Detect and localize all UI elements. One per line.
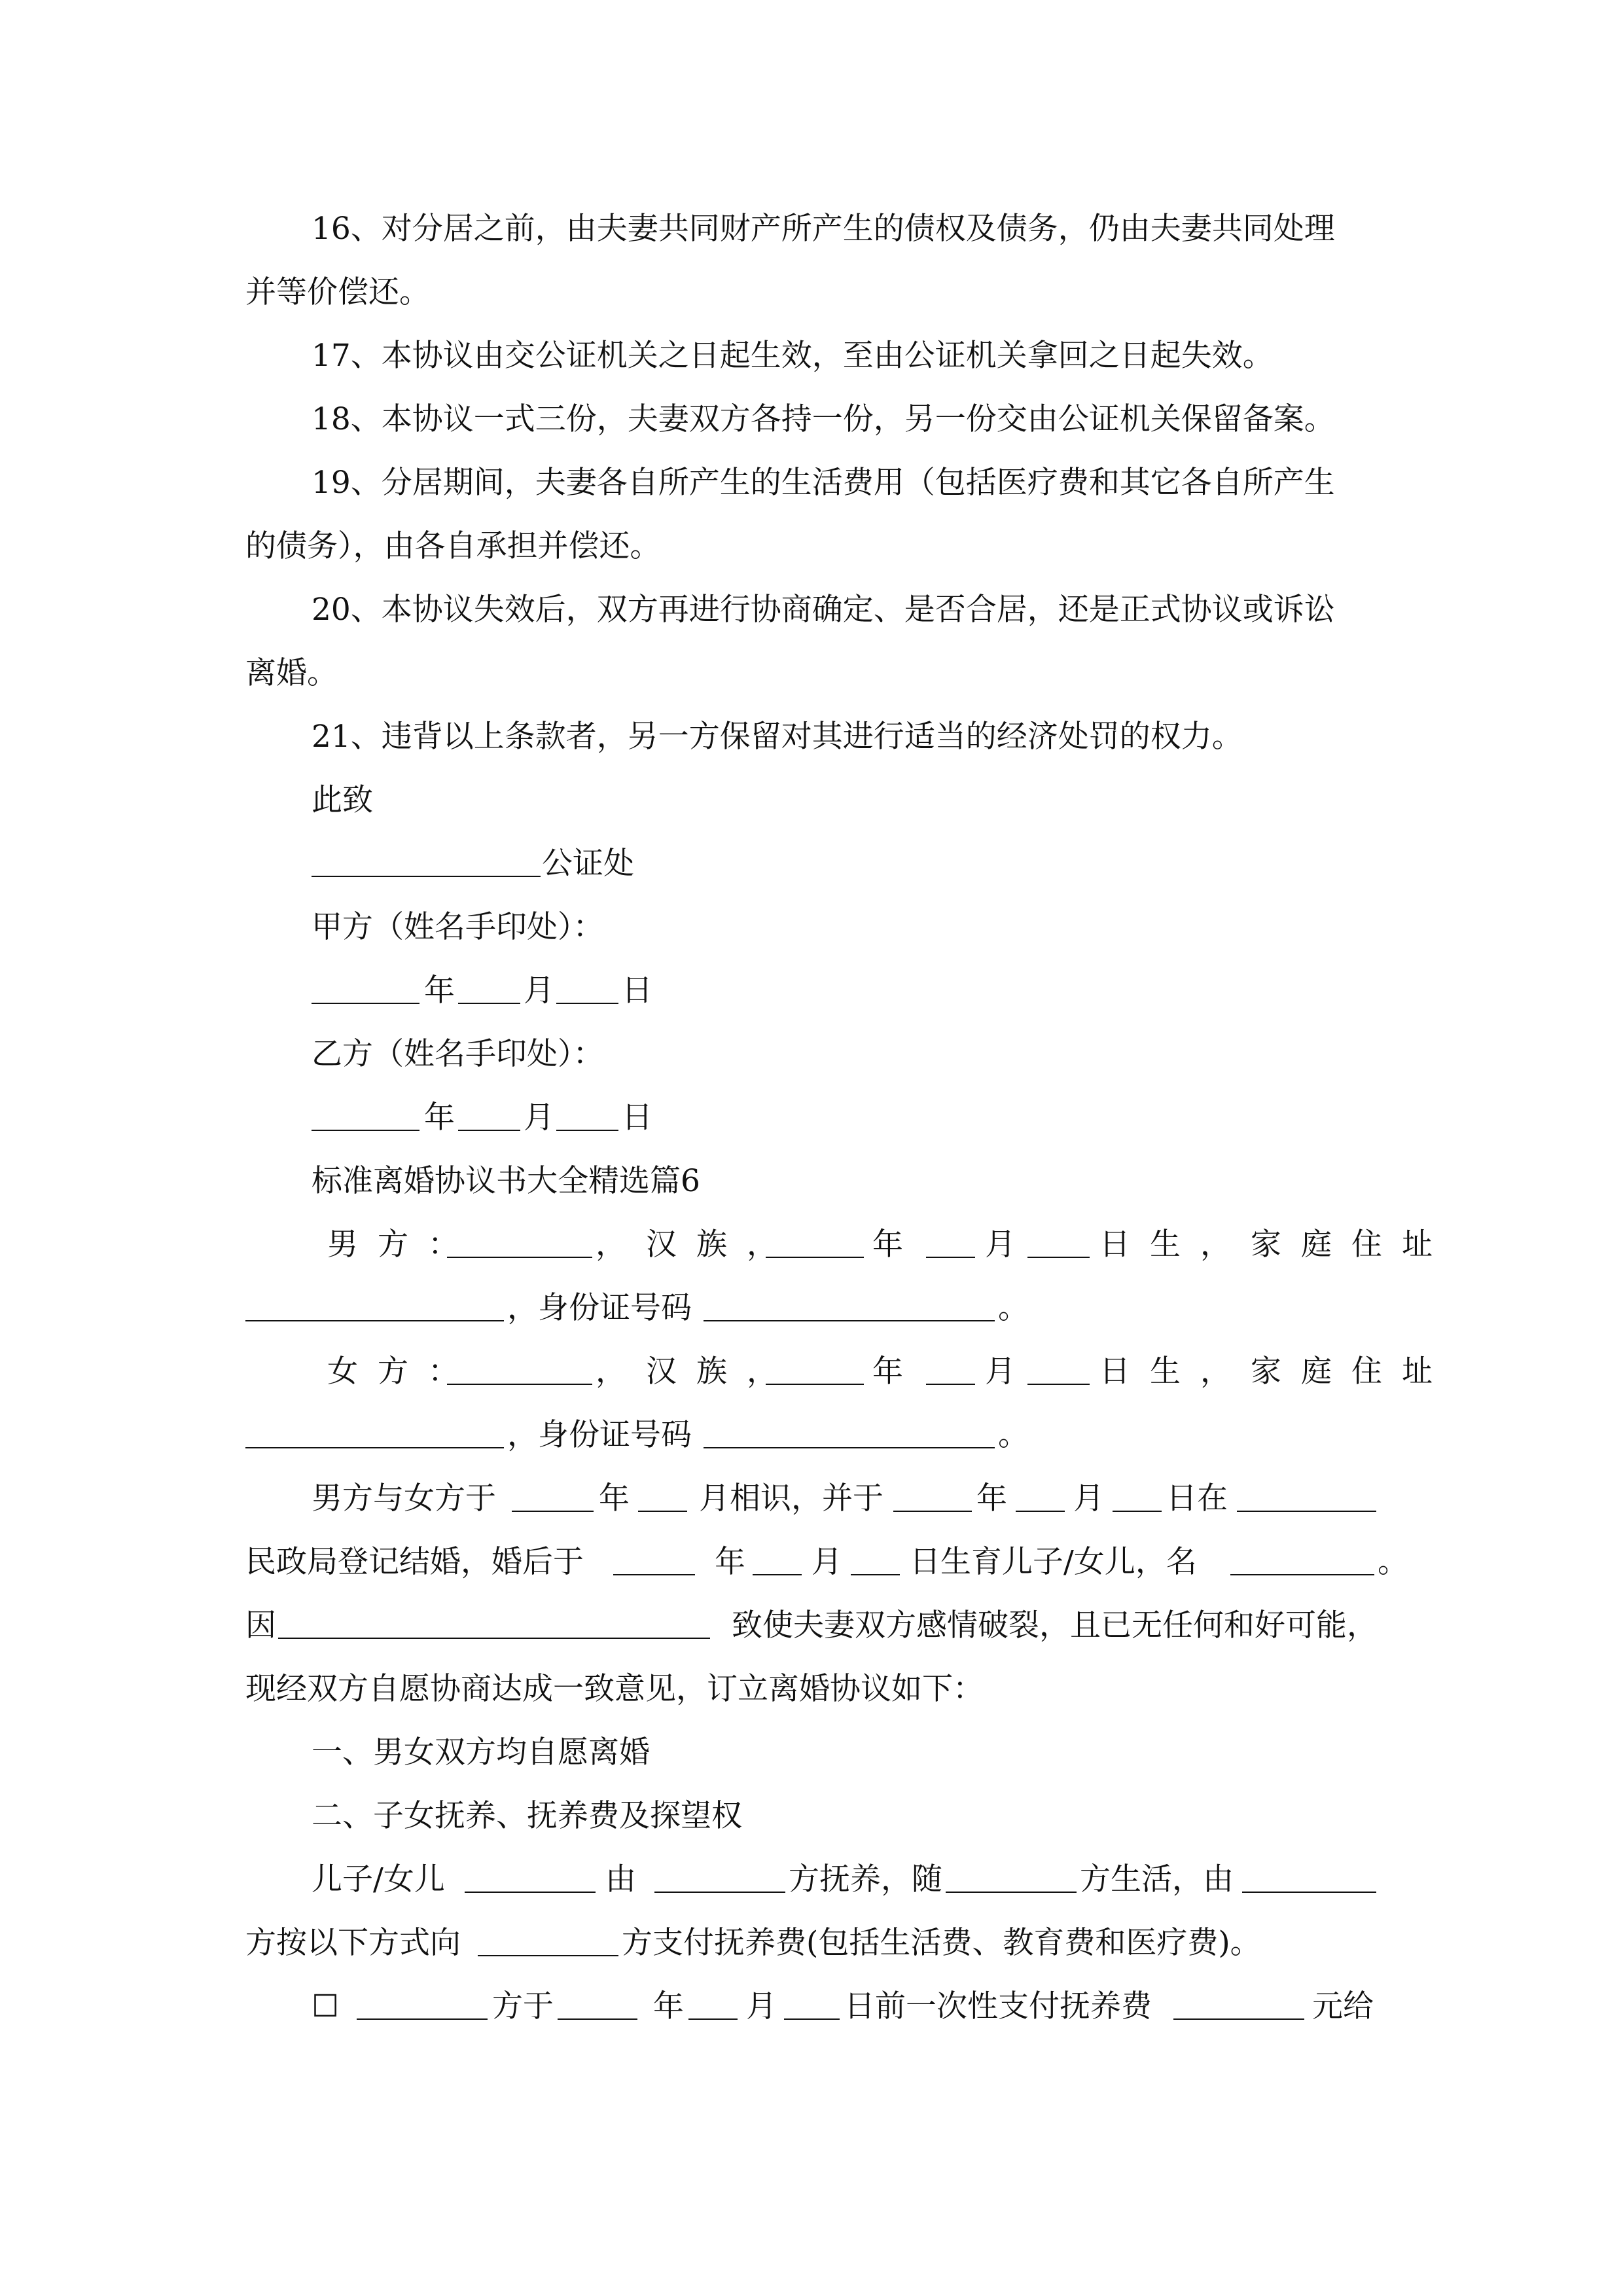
clause-21: 21、违背以上条款者，另一方保留对其进行适当的经济处罚的权力。 [312, 719, 1243, 755]
clause-17: 17、本协议由交公证机关之日起生效，至由公证机关拿回之日起失效。 [312, 338, 1274, 374]
man-info-line-2: ，身份证号码 。 [0, 1282, 1623, 1335]
woman-info-line-2: ，身份证号码 。 [0, 1409, 1623, 1462]
notary-office-line: 公证处 [0, 838, 1623, 890]
custody-line: 儿子/女儿 由 方抚养，随 方生活，由 [0, 1854, 1623, 1906]
party-b-date: 年 月 日 [0, 1092, 1623, 1144]
clause-20-line-1: 20、本协议失效后，双方再进行协商确定、是否合居，还是正式协议或诉讼 [312, 592, 1335, 628]
woman-info-line-1: 女方： ，汉族， 年 月 日生，家庭住址 [327, 1354, 1452, 1390]
salutation: 此致 [312, 782, 373, 818]
cause-line: 因 致使夫妻双方感情破裂，且已无任何和好可能， [245, 1607, 1378, 1643]
clause-19-line-2: 的债务），由各自承担并偿还。 [245, 528, 661, 564]
clause-20-line-2: 离婚。 [245, 655, 338, 691]
clause-19-line-1: 19、分居期间，夫妻各自所产生的生活费用（包括医疗费和其它各自所产生 [312, 465, 1335, 501]
section-title: 标准离婚协议书大全精选篇6 [312, 1163, 700, 1199]
notary-blank [312, 847, 541, 877]
item-2: 二、子女抚养、抚养费及探望权 [312, 1798, 742, 1834]
lump-sum-line: ☐ 方于 年 月 日前一次性支付抚养费 元给 [0, 1981, 1623, 2033]
registration-line: 民政局登记结婚，婚后于 年 月 日生育儿子/女儿，名 。 [245, 1544, 1408, 1580]
clause-16-line-2: 并等价偿还。 [245, 274, 430, 310]
clause-16-line-1: 16、对分居之前，由夫妻共同财产所产生的债权及债务，仍由夫妻共同处理 [312, 211, 1335, 247]
consensus-line: 现经双方自愿协商达成一致意见，订立离婚协议如下： [245, 1671, 984, 1707]
checkbox-icon[interactable]: ☐ [312, 1988, 340, 2024]
support-line: 方按以下方式向 方支付抚养费(包括生活费、教育费和医疗费)。 [245, 1925, 1261, 1961]
party-a-sign: 甲方（姓名手印处）： [312, 909, 604, 945]
man-info-line-1: 男方： ，汉族， 年 月 日生，家庭住址 [327, 1227, 1452, 1263]
clause-18: 18、本协议一式三份，夫妻双方各持一份，另一份交由公证机关保留备案。 [312, 401, 1335, 437]
party-a-date: 年 月 日 [0, 965, 1623, 1017]
party-b-sign: 乙方（姓名手印处）： [312, 1036, 604, 1072]
meeting-line: 男方与女方于 年 月相识，并于 年 月 日在 [0, 1473, 1623, 1525]
item-1: 一、男女双方均自愿离婚 [312, 1734, 650, 1770]
